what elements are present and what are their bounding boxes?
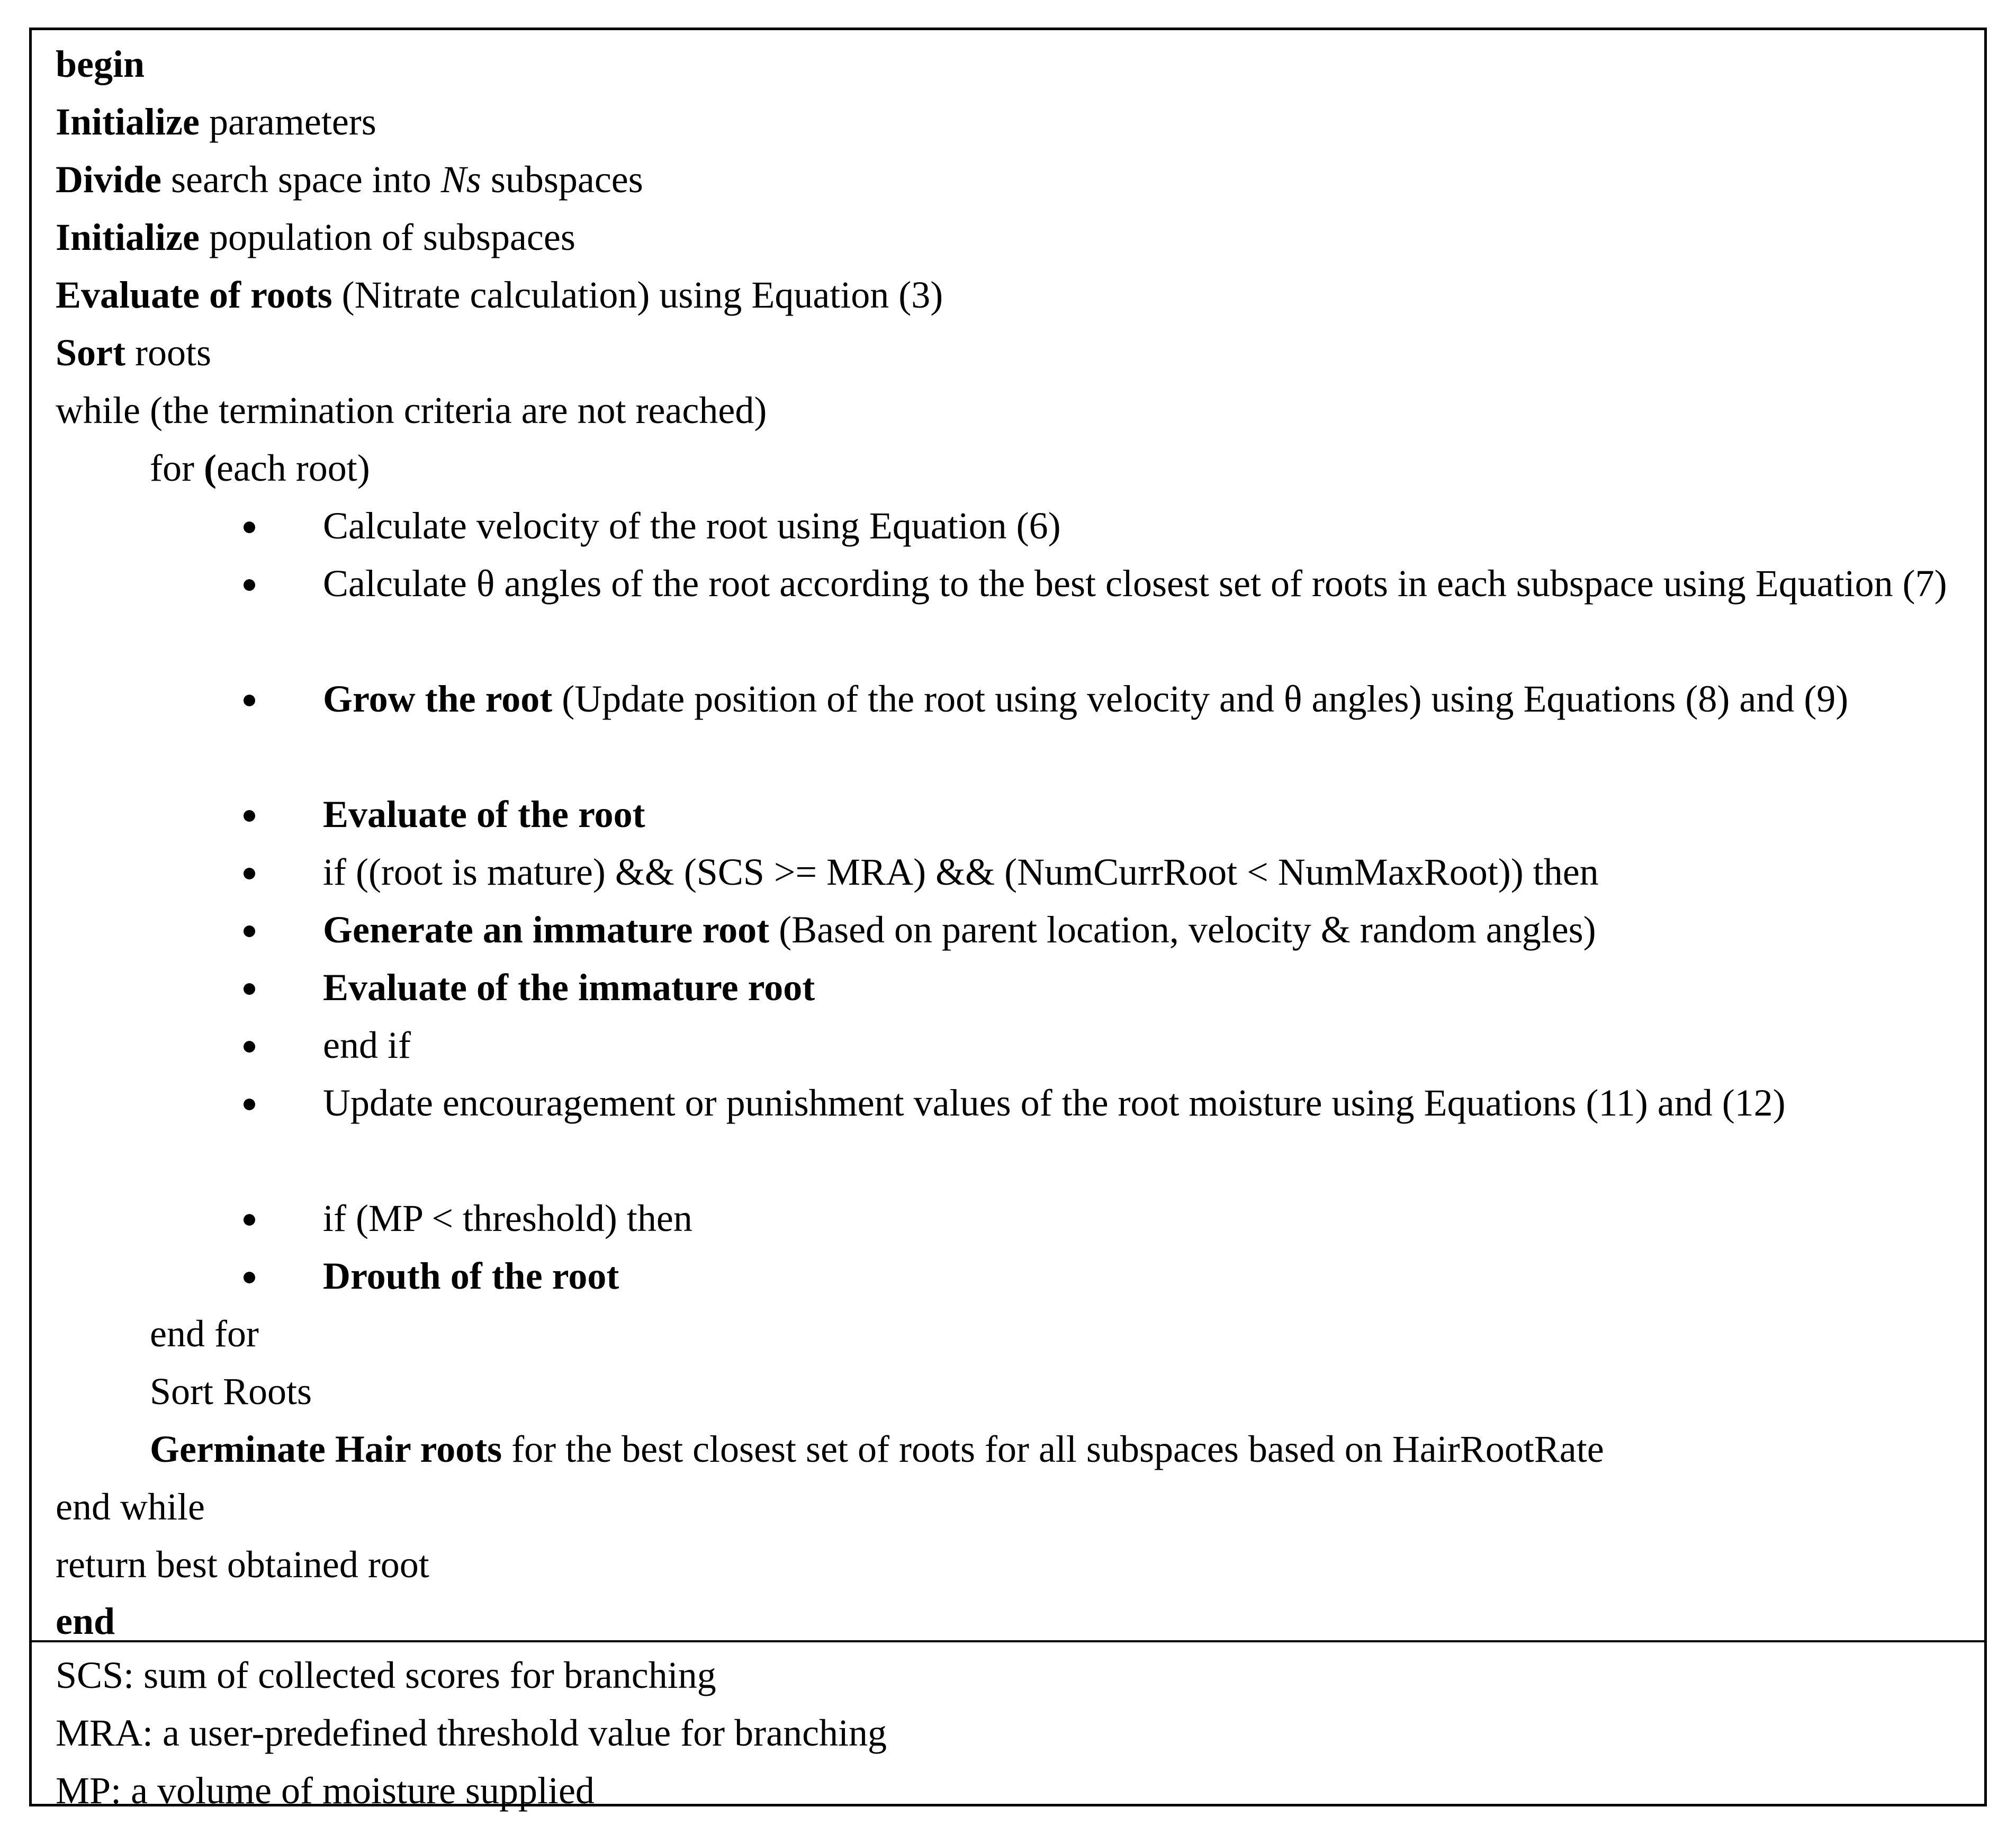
algorithm-notes <box>32 1642 1984 1812</box>
line-text: roots <box>125 331 211 374</box>
step-item: end if <box>323 1024 411 1066</box>
step-item: Calculate velocity of the root using Equation (6) <box>323 505 1061 547</box>
end-line: end <box>56 1600 115 1642</box>
note-scs: SCS: sum of collected scores for branching <box>56 1654 716 1696</box>
step-item: Evaluate of the root <box>323 793 645 835</box>
bullet-icon <box>244 522 255 533</box>
sort-roots-line <box>56 324 211 382</box>
init-population-line <box>56 209 575 266</box>
bullet-icon <box>244 810 255 822</box>
while-line: while (the termination criteria are not reached) <box>56 389 767 431</box>
algorithm-box <box>29 28 1987 1812</box>
step-item: Calculate θ angles of the root according to the best closest set of roots in each subspace using Equation (7) <box>323 562 1947 605</box>
end-for-line: end for <box>150 1312 259 1355</box>
keyword: Divide <box>56 158 162 201</box>
begin-line: begin <box>56 43 145 85</box>
step-item: Evaluate of the immature root <box>323 966 815 1009</box>
germinate-line <box>150 1421 1604 1478</box>
bullet-icon <box>244 983 255 995</box>
bullet-icon <box>244 1041 255 1053</box>
step-item: if ((root is mature) && (SCS >= MRA) && (NumCurrRoot < NumMaxRoot)) then <box>323 851 1599 893</box>
line-text: for <box>150 447 204 489</box>
keyword: Initialize <box>56 101 200 143</box>
algorithm-pseudocode <box>32 30 1984 1642</box>
note-mp: MP: a volume of moisture supplied <box>56 1769 595 1812</box>
bullet-icon <box>244 1099 255 1110</box>
line-text: for the best closest set of roots for all subspaces based on HairRootRate <box>502 1428 1604 1470</box>
line-text: population of subspaces <box>199 216 575 258</box>
step-item: Drouth of the root <box>323 1255 619 1297</box>
step-item: Update encouragement or punishment values of the root moisture using Equations (11) and (12) <box>323 1082 1786 1124</box>
step-item: Generate an immature root (Based on parent location, velocity & random angles) <box>323 909 1596 951</box>
line-text: search space into <box>161 158 441 201</box>
variable-ns: Ns <box>440 158 481 201</box>
bullet-icon <box>244 925 255 937</box>
bullet-icon <box>244 1214 255 1226</box>
evaluate-roots-line <box>56 266 943 324</box>
paren: ( <box>203 447 217 489</box>
bullet-icon <box>244 1272 255 1283</box>
step-item: if (MP < threshold) then <box>323 1197 692 1239</box>
line-text: parameters <box>199 101 376 143</box>
line-text: (Nitrate calculation) using Equation (3) <box>332 274 943 316</box>
line-text: each root) <box>216 447 370 489</box>
bullet-icon <box>244 579 255 591</box>
keyword: Germinate Hair roots <box>150 1428 502 1470</box>
for-line <box>150 439 370 497</box>
keyword: Initialize <box>56 216 200 258</box>
keyword: Sort <box>56 331 125 374</box>
divide-line <box>56 151 643 209</box>
keyword: Evaluate of roots <box>56 274 332 316</box>
sort-roots-2-line: Sort Roots <box>150 1370 312 1413</box>
init-params-line <box>56 93 376 151</box>
note-mra: MRA: a user-predefined threshold value for branching <box>56 1712 887 1754</box>
bullet-icon <box>244 695 255 706</box>
step-item: Grow the root (Update position of the root using velocity and θ angles) using Equations (8) and (9) <box>323 678 1849 720</box>
return-line: return best obtained root <box>56 1543 429 1586</box>
end-while-line: end while <box>56 1486 205 1528</box>
line-text: subspaces <box>481 158 643 201</box>
bullet-icon <box>244 868 255 879</box>
